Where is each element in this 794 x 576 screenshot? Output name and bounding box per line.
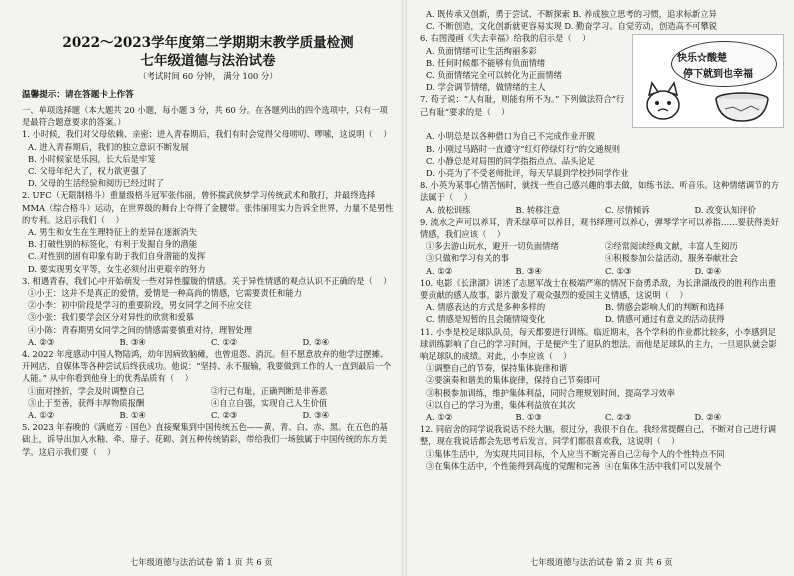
q7-option: D. 小亮为了不受老师批评，每天早晨到学校抄同学作业 — [426, 168, 629, 179]
exam-subtitle: 七年级道德与法治试卷 — [140, 53, 276, 69]
q10-options-row2 — [420, 313, 784, 325]
exam-info: （考试时间 60 分钟， 满分 100 分） — [138, 71, 278, 81]
q3-option: B. ③④ — [119, 336, 146, 347]
q9-statements-row1 — [420, 240, 784, 252]
q10-options-row1 — [420, 301, 784, 313]
q11-option: C. ②③ — [605, 412, 632, 423]
q5-option: A. 既传承又创新，勇于尝试、不断探索 B. 养成独立思考的习惯，追求标新立异 — [426, 9, 717, 19]
q3-option: C. ①② — [211, 336, 238, 347]
question-5: 5. 2023 年春晚的《满庭芳 · 国色》直接聚集到中国传统五色——黄、青、白、赤、黑。在五色的基础上，诉导出加入水釉、牵、扉子、花砌、剑五种传统销彩，带给我们一场独属于中国传统的东方美学。这启示我们要（ ） — [22, 422, 388, 457]
q12-statement: ④在集体生活中我们可以发展个 — [605, 460, 722, 471]
question-6-block — [420, 32, 784, 130]
q9-option: B. ③④ — [515, 265, 542, 276]
q9-statement: ④积极参加公益活动，服务奉献社会 — [605, 253, 738, 264]
bowl-icon — [713, 91, 771, 123]
q3-option: D. ②④ — [302, 336, 330, 347]
q10-option: D. 情感可通过有意义的活动获得 — [605, 314, 725, 325]
q11-statement: ②要演奏和谐美的集体旋律，保持自己节奏即可 — [426, 375, 601, 386]
q6-option: C. 负面情绪完全可以转化为正面情绪 — [426, 70, 562, 81]
q12-statements-row1 — [420, 448, 784, 460]
question-8: 8. 小英为某事心情苦恼时，就找一些自己感兴趣的事去做，如练书法、听音乐。这种情绪调节的方法属于（ ） — [420, 180, 780, 203]
question-10: 10. 电影《长津湖》讲述了志愿军战士在极端严寒的情况下奋勇杀敌，为长津湖战役的胜利作出重要贡献的感人故事。影片激发了观众强烈的爱国主义情感，这说明（ ） — [420, 277, 777, 301]
q4-statement: ④自立自强，实现自己人生价值 — [211, 397, 328, 408]
q10-option: B. 情感会影响人们的判断和选择 — [605, 302, 725, 313]
cartoon-caption: 快乐☆酸楚 — [677, 53, 727, 65]
q7-option: A. 小明总是以各种借口为自己不完成作业开脱 — [426, 131, 595, 142]
question-1: 1. 小时候，我们对父母依赖、亲密；进入青春期后，我们有时会觉得父母唠叨、啰嗦，这说明（ ） — [22, 129, 392, 140]
q4-option: B. ①④ — [119, 410, 146, 421]
q9-statements-row2 — [420, 252, 784, 264]
q12-statement: ①集体生活中，为实现共同目标，个人应当不断完善自己 — [426, 448, 634, 459]
cartoon-caption: 停下就到也幸福 — [683, 69, 753, 81]
q11-statement: ③积极参加训练，维护集体利益，同时合理规划时间，提高学习效率 — [426, 387, 675, 398]
question-4: 4. 2022 年度感动中国人物陆鸿，幼年因病致脑瘫，也曾退怨、消沉。但不愿意放弃的他学过摆摊、开网店、自媒体等各种尝试后终获成功。他说：“坚持、永不服输，我要做到工作的人一直到最后一个人能。” 从中你看到他身上的优秀品质有（ ） — [22, 349, 392, 384]
question-6: 6. 右图漫画《失去幸福》给我的启示是（ ） — [420, 33, 591, 44]
q8-option: D. 改变认知评价 — [694, 204, 756, 215]
q3-statement: ④小陈：青春期男女同学之间的情感需要慎重对待，理智处理 — [28, 324, 253, 335]
question-7: 7. 荀子说：“人有耻，则能有所不为。” 下列做法符合“行己有耻”要求的是（ ） — [420, 94, 625, 117]
q11-option: D. ②④ — [694, 412, 722, 423]
q7-option: B. 小刚过马路时一直遵守“红灯停绿灯行”的交通规则 — [426, 143, 621, 154]
cat-figure-icon — [639, 79, 687, 121]
q4-options — [22, 409, 394, 421]
q6-option: D. 学会调节情绪，做情绪的主人 — [426, 82, 546, 93]
q3-statement: ①小王：这并不是真正的爱情，爱情是一种高尚的情感，它需要责任和能力 — [28, 288, 302, 299]
q10-option: A. 情感表达的方式是多种多样的 — [426, 302, 546, 313]
exam-title: 2022～2023学年度第二学期期末教学质量检测 — [62, 35, 354, 51]
q11-statement: ④以自己的学习为重，集体利益放在其次 — [426, 399, 576, 410]
q1-option: B. 小时候家是乐园，长大后是牢笼 — [28, 153, 156, 164]
q8-options — [420, 204, 784, 216]
q4-statements-row1 — [22, 385, 394, 397]
q1-option: A. 进入青春期后，我们的独立意识不断发展 — [28, 141, 189, 152]
q11-option: A. ①② — [426, 412, 453, 423]
q12-statements-row2 — [420, 460, 784, 472]
q9-option: D. ②④ — [694, 265, 722, 276]
q12-statement: ③在集体生活中，个性能得到高度的觉醒和完善 — [426, 460, 601, 471]
q3-options — [22, 336, 394, 348]
q8-option: B. 转移注意 — [515, 204, 561, 215]
q9-statement: ②经常阅读经典文献，丰富人生阅历 — [605, 241, 738, 252]
q9-option: A. ①② — [426, 265, 453, 276]
q6-option: B. 任何时候都不能够有负面情绪 — [426, 57, 546, 68]
warm-tip: 温馨提示：请在答题卡上作答 — [22, 90, 134, 100]
question-2: 2. UFC（无限制格斗）重量级格斗冠军张伟丽，曾怀揣武侠梦学习传统武术和散打，并最终选择 MMA（综合格斗）运动，在世界级的舞台上夺得了金腰带。张伟丽用实力告诉全世界，力量不是男性的专利。这启示我们（ ） — [22, 190, 394, 225]
cartoon-losing-happiness — [632, 34, 784, 128]
question-9: 9. 流水之声可以养耳，青禾绿草可以养目，观书绎理可以养心，弹琴学字可以养指……要获得美好情感，我们应该（ ） — [420, 216, 780, 240]
q9-option: C. ①③ — [605, 265, 632, 276]
q2-option: B. 打破性别的标签化，有利于发掘自身的潜能 — [28, 239, 198, 250]
q5-option: C. 不断创造，文化创新就更容易实现 D. 勤奋学习、自觉劳动，创造高不可攀锐 — [426, 21, 718, 32]
section-heading: 一、单项选择题（本大题共 20 小题，每小题 3 分，共 60 分。在各题列出的四个选项中，只有一项是最符合题意要求的答案。） — [22, 105, 388, 128]
question-3: 3. 相遇青春，我们心中开始萌发一些对异性朦胧的情感。关于异性情感的观点认识不正确的是（ ） — [22, 275, 392, 286]
question-12: 12. 同宿舍的同学说我说话不经大脑，很过分，我很不自在。我经常提醒自己，不断对自己进行调整，现在我说话都会先思考后发言，同学们都很喜欢我，这说明（ ） — [420, 424, 777, 447]
q7-option: C. 小静总是对局围的同学指指点点、品头论足 — [426, 155, 595, 166]
q8-option: A. 放松训练 — [426, 204, 471, 215]
q4-statement: ②行己有耻，正确判断是非善恶 — [211, 385, 328, 396]
q12-statement: ②每个人的个性特点不同 — [633, 448, 725, 459]
q2-option: D. 要实现男女平等，女生必须付出更艰辛的努力 — [28, 263, 206, 274]
question-11: 11. 小李是校足球队队员，每天都要进行训练。临近期末，各个学科的作业都比较多，小李感到足球训练影响了自己的学习时间，于是便产生了退队的想法。而他是足球队的主力，一旦退队就会影响足球队的成绩。对此，小李应该（ ） — [420, 326, 777, 362]
q8-option: C. 尽情倾诉 — [605, 204, 650, 215]
q3-option: A. ②③ — [28, 336, 55, 347]
q9-statement: ③只做和学习有关的事 — [426, 253, 509, 264]
q2-option: A. 男生和女生在生理特征上的差异在逐渐消失 — [28, 227, 197, 238]
page-footer-right: 七年级道德与法治试卷 第 2 页 共 6 页 — [530, 557, 673, 567]
q2-option: C. 对性别的固有印象有助于我们自身潜能的发挥 — [28, 251, 206, 262]
q4-statements-row2 — [22, 397, 394, 409]
q4-option: D. ③④ — [302, 410, 330, 421]
q4-statement: ①面对挫折，学会及时调整自己 — [28, 385, 145, 396]
page-footer-left: 七年级道德与法治试卷 第 1 页 共 6 页 — [130, 557, 273, 567]
q3-statement: ③小张：我们要学会区分对异性的欣赏和爱慕 — [28, 312, 194, 323]
q4-option: C. ②③ — [211, 410, 238, 421]
q11-options — [420, 411, 784, 423]
q10-option: C. 情感是短暂的且会随情境变化 — [426, 314, 546, 325]
q4-statement: ③止于至善，获得丰厚物质报酬 — [28, 397, 145, 408]
q9-statement: ①多去游山玩水，避开一切负面情绪 — [426, 241, 559, 252]
q4-option: A. ①② — [28, 410, 55, 421]
q3-statement: ②小李：初中阶段是学习的重要阶段，男女同学之间不应交往 — [28, 300, 253, 311]
q1-option: C. 父母年纪大了，权力欲更强了 — [28, 166, 148, 177]
q11-option: B. ①③ — [515, 412, 542, 423]
q6-option: A. 负面情绪可让生活绚丽多彩 — [426, 45, 537, 56]
q1-option: D. 父母的生活经验和阅历已经过时了 — [28, 178, 165, 189]
q9-options — [420, 265, 784, 277]
q11-statement: ①调整自己的节奏，保持集体旋律和谐 — [426, 363, 568, 374]
right-page — [406, 0, 794, 576]
